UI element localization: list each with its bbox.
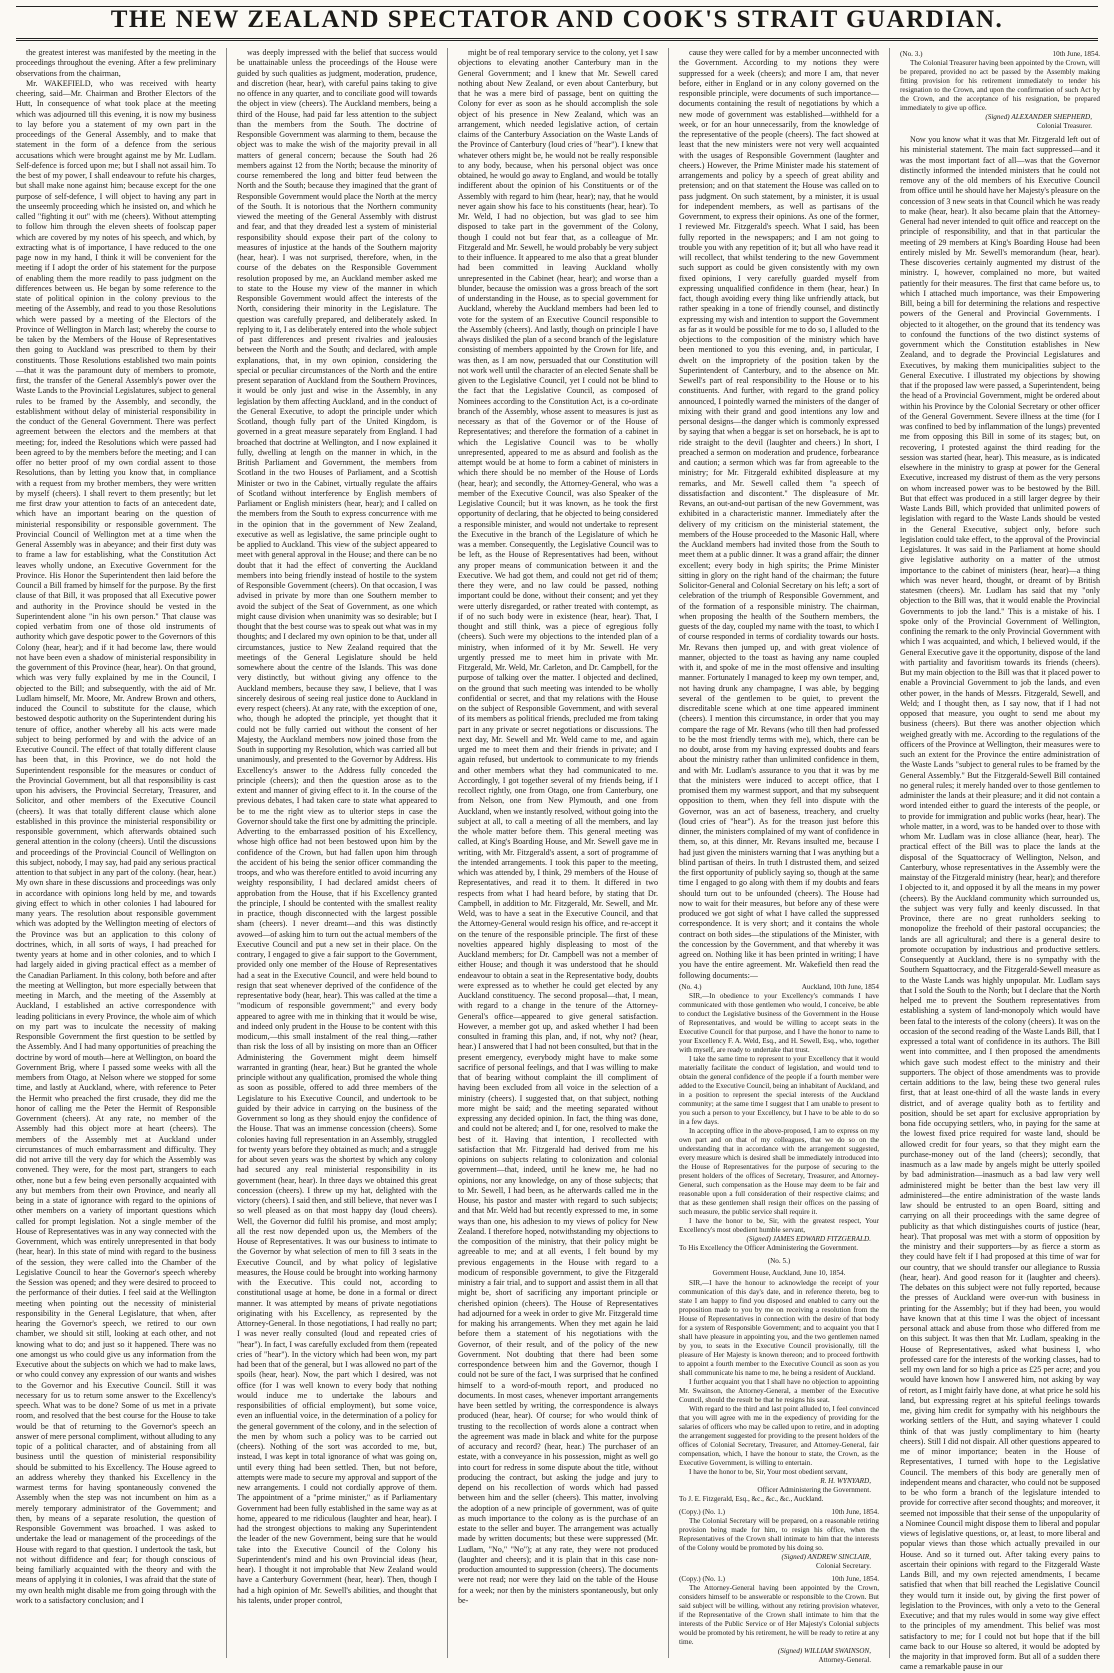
column-divider <box>447 48 448 1658</box>
column-2 <box>237 48 437 1658</box>
column-5 <box>900 48 1101 1672</box>
column-3 <box>458 48 658 1658</box>
document-role: Colonial Treasurer. <box>1036 122 1092 130</box>
document-date: Auckland, 10th June, 1854 <box>801 982 879 991</box>
document-role: Officer Administering the Government. <box>757 1485 871 1494</box>
column-4 <box>679 48 879 1664</box>
article-paragraph: Mr. WAKEFIELD, who was received with hearty cheering, said—Mr. Chairman and Brother Electors of the Hutt, In consequence of what took place at the meeting which was adjourned till this evening, it is now my business to lay before you a statement of my own part in the proceedings of the General Assembly, and to make that statement in the form of a defence from the serious accusations which were brought against me by Mr. Ludlam. Self-defence is forced upon me; but I shall not assail him. To the best of my power, I shall endeavour to refute his charges, but shall make none against him; because except for the one purpose of self-defence, I will object to having any part in the unseemly proceeding which he insisted on, and which he called "fighting it out" with me (cheers). Without attempting to follow him through the eleven sheets of foolscap paper which are covered by my notes of his speech, and which, by extracting what is of importance, I have reduced to the one page now in my hand, I think it will be convenient for the meeting if I adopt the order of his statement for the purpose of enabling them the more readily to pass judgment on the differences between us. He began by some reference to the state of political opinion in the colony previous to the meeting of the Assembly, and read to you those Resolutions which were passed by a meeting of the Electors of the Province of Wellington in March last; whereby the course to be taken by the Members of the House of Representatives then going to Auckland was prescribed to them by their constituents. Those Resolutions established two main points—that it was the paramount duty of members to promote, first, the transfer of the General Assembly's power over the Waste Lands to the Provincial Legislatures, subject to general rules to be framed by the Assembly, and secondly, the establishment without delay of ministerial responsibility in the conduct of the General Government. There was perfect agreement between the electors and the members at that meeting; for, indeed the Resolutions which were passed had been agreed to by the members before the meeting; and I can offer no better proof of my own cordial assent to those Resolutions, than by letting you know that, in compliance with a request from my brother members, they were written by myself (cheers). I shall revert to them presently; but let me first draw your attention to facts of an antecedent date, which have an important bearing on the question of ministerial responsibility or responsible government. The Provincial Council of Wellington met at a time when the General Assembly was in abeyance; and their first duty was to frame a law for establishing, what the Constitution Act leaves wholly undone, an Executive Government for the Province. His Honor the Superintendent then laid before the Council a Bill framed by himself for the purpose. By the first clause of that Bill, it was proposed that all Executive power and authority in the Province should be vested in the Superintendent alone "in his own person." That clause was copied verbatim from one of those old instruments of authority which gave despotic power to the Governors of this Colony (hear, hear); and if it had become law, there would not have been even a shadow of ministerial responsibility in the government of this Province (hear, hear). On that ground, which was very fully explained by me in the Council, I objected to the Bill; and subsequently, with the aid of Mr. Ludlam himself, Mr. Moore, Mr. Andrew Brown and others, induced the Council to substitute for the clause, which bestowed despotic authority on the Superintendent during his tenure of office, another whereby all his acts were made subject to being performed by and with the advice of an Executive Council. The effect of that totally different clause has been that, in this Province, we do not hold the Superintendent responsible for the measures or conduct of the Provincial Government, but all that responsibility is cast upon his advisers, the Provincial Secretary, Treasurer, and Solicitor, and other members of the Executive Council (cheers). It was that totally different clause which alone established in this province the ministerial responsibility or responsible government, which afterwards obtained such general attention in the colony (cheers). Until the discussions and proceedings of the Provincial Council of Wellington on this subject, nobody, I may say, had paid any serious practical attention to that subject in any part of the colony. (hear, hear.) My own share in these discussions and proceedings was only in accordance with opinions long held by me, and towards giving effect to which in other colonies I had laboured for many years. The resolution about responsible government which was adopted by the Wellington meeting of electors of the Province was but an application to this colony of doctrines, which, in all sorts of ways, I had preached for twenty years at home and in other colonies, and to which I had largely aided in giving practical effect as a member of the Canadian Parliament. In this colony, both before and after the meeting at Wellington, but more especially between that meeting in March, and the meeting of the Assembly at Auckland, I established an active correspondence with leading politicians in every Province, the whole aim of which on my part was to inculcate the necessity of making Responsible Government the first question to be settled by the Assembly. And I had many opportunities of preaching the doctrine by word of mouth—here at Wellington, on board the Government Brig, where I passed some weeks with all the members from Otago, at Nelson where we stopped for some time, and lastly at Auckland, where, with reference to Peter the Hermit who preached the first crusade, they did me the honor of calling me the Peter the Hermit of Responsible Government (cheers). At any rate, no member of the Assembly had this object more at heart (cheers). The members of the Assembly met at Auckland under circumstances of much embarrassment and difficulty. They did not arrive till the very day for which the Assembly was convened. They were, for the most part, strangers to each other, none but a few being even personally acquainted with any but members from their own Province, and nearly all being in a state of ignorance with regard to the opinions of other members on a variety of important questions which called for prompt legislation. Not a single member of the House of Representatives was in any way connected with the Government, which was entirely unrepresented in that body (hear, hear). In this state of mind with regard to the business of the session, they were called into the Chamber of the Legislative Council to hear the Governor's speech whereby the Session was opened; and they were desired to proceed to the performance of their duties. I feel said at the Wellington meeting when pointing out the necessity of ministerial responsibility in the General Legislature, that when, after hearing the Governor's speech, we retired to our own chamber, we should sit still, looking at each other, and not knowing what to do; and just so it happened. There was no one amongst us who could give us any information from the Executive about the subjects on which we had to make laws, or who could convey any expression of our wants and wishes to the Governor and his Executive Council. Still it was necessary for us to return some answer to the Excellency's speech. What was to be done? Some of us met in a private room, and resolved that the best course for the House to take would be that of returning to the Governor's speech an answer of mere personal compliment, without alluding to any topic of a political character, and of abstaining from all business until the question of ministerial responsibility should be submitted to his Excellency. The House agreed to an address whereby they thanked his Excellency in the warmest terms for having spontaneously convened the Assembly when the step was not incumbent on him as a merely temporary administrator of the Government; and then, by means of a separate resolution, the question of Responsible Government was broached. I was asked to undertake the lead or management of the proceedings of the House with regard to that question. I undertook the task, but not without diffidence and fear; for though conscious of being familiarly acquainted with the theory and with the means of applying it in colonies, I was afraid that the state of my own health might disable me from going through with the work to a satisfactory conclusion; and I <box>16 78 216 1605</box>
document-body: The Colonial Treasurer having been appointed by the Crown, will be prepared, provided no act be passed by the Assembly making fitting provision for his retirement immediately to tender his resignation to the Crown, and upon the confirmation of such Act by the Crown, and the acceptance of his resignation, be prepared immediately to give up office. <box>900 59 1100 112</box>
article-columns <box>16 48 1102 1672</box>
document-body: The Attorney-General having been appointed by the Crown, considers himself to be answerable or responsible to the Crown. But said subject will be willing, without any retiring provision whatever, if the Representative of the Crown shall intimate to him that the interests of the Public Service or of Her Majesty's Colonial subjects would be promoted by his retirement, he will be ready to retire at any time. <box>679 1583 879 1646</box>
document-signature: (Signed) WILLIAM SWAINSON, <box>777 1646 871 1655</box>
document-body: In accepting office in the above-proposed, I am to express on my own part and on that of my colleagues, that we do so on the understanding that in accordance with the arrangement suggested, every measure which is desired shall be immediately introduced into the House of Representatives for the purpose of securing to the present holders of the offices of Secretary, Treasurer, and Attorney-General, such compensation as the House may deem to be fair and reasonable upon a full consideration of their respective claims; and that as these gentlemen shall resign their offices on the passing of such measure, the public service shall require it. <box>679 1126 879 1216</box>
document-role: Attorney-General. <box>818 1655 871 1664</box>
document-body: SIR,—I have the honour to acknowledge the receipt of your communication of this day's date, and in reference thereto, beg to state I am happy to find you disposed and enabled to carry out the proposition made to you by me on receiving a resolution from the House of Representatives in connection with the desire of that body for a system of Responsible Government; and to acquaint you that I shall have pleasure in appointing you, and the two gentlemen named by you, to seats in the Executive Council provisionally, till the pleasure of Her Majesty is known thereon; and to proceed forthwith to appoint a fourth member to the Executive Council as soon as you shall communicate his name to me, he being a resident of Auckland. <box>679 1278 879 1377</box>
document-body: I take the same time to represent to your Excellency that it would materially facilitate the conduct of legislation, and would tend to obtain the general confidence of the people if a fourth member were added to the Executive Council, being an inhabitant of Auckland, and in a position to represent the special interests of the Auckland community; at the same time I suggest that I am unable to present to you such a person to your Excellency, but I have to be able to do so in a few days. <box>679 1054 879 1126</box>
document-role: Colonial Secretary. <box>815 1561 871 1570</box>
document-closing: I have the honor to be, Sir, with the greatest respect, Your Excellency's most obedient humble servant, <box>679 1216 879 1234</box>
document-signature: (Signed) ANDREW SINCLAIR, <box>781 1552 871 1561</box>
document-body: With regard to the third and last point alluded to, I feel convinced that you will agree with me in the expediency of providing for the salaries of officers who may be called upon to retire, and in adopting the arrangement suggested for providing to the present holders of the offices of Colonial Secretary, Treasurer, and Attorney-General, fair compensation, which, I have the honour to state, the Crown, as the Executive Government, is willing to entertain. <box>679 1404 879 1467</box>
column-divider <box>889 48 890 1658</box>
newspaper-title: THE NEW ZEALAND SPECTATOR AND COOK'S STRAIT GUARDIAN. <box>110 6 1004 33</box>
article-paragraph: was deeply impressed with the belief that success would be unattainable unless the proceedings of the House were guided by such qualities as judgment, moderation, prudence, and discretion (hear, hear), with careful pains taking to give no offence in any quarter, and to conciliate good will towards the object in view (cheers). The Auckland members, being a third of the House, had paid far less attention to the subject than the members from the South. The doctrine of Responsible Government was alarming to them, because the object was to make the wish of the majority prevail in all matters of general concern; because the South had 26 members against 12 from the North; because the minority of course remembered the long and bitter feud between the North and the South; because they imagined that the grant of Responsible Government would place the North at the mercy of the South. It is notorious that the Northern community viewed the meeting of the General Assembly with distrust and fear, and that they dreaded lest a system of ministerial responsibility should expose their part of the colony to measures of injustice at the hands of the Southern majority (hear, hear). I was not surprised, therefore, when, in the course of the debates on the Responsible Government resolution proposed by me, an Auckland member asked me to state to the House my view of the manner in which Responsible Government would affect the interests of the North, considering their minority in the Legislature. The question was carefully prepared, and deliberately asked. In replying to it, I as deliberately entered into the whole subject of past differences and present rivalries and jealousies between the North and the South; and declared, with ample explanations, that, in my own opinion, considering the special or peculiar circumstances of the North and the entire present separation of Auckland from the Southern Provinces, it would be only just and wise in the Assembly, in any legislation by them affecting Auckland, and in the conduct of the General Executive, to adopt the principle under which Scotland, though fully part of the United Kingdom, is governed in a great measure separately from England. I had broached that doctrine at Wellington, and I now explained it fully, dwelling at length on the manner in which, in the British Parliament and Government, the members from Scotland in the two Houses of Parliament, and a Scottish Minister or two in the Cabinet, virtually regulate the affairs of Scotland without interference by English members of Parliament or English ministers (hear, hear); and I called on the members from the South to express concurrence with me in the opinion that in the government of New Zealand, executive as well as legislative, the same principle ought to be applied to Auckland. This view of the subject appeared to meet with general approval in the House; and there can be no doubt that it had the effect of converting the Auckland members into being friendly instead of hostile to the system of Responsible Government (cheers). On that occasion, I was advised in private by more than one Southern member to avoid the subject of the Seat of Government, as one which might cause division when unanimity was so desirable; but I thought that the best course was to speak out what was in my thoughts; and I declared my own opinion to be that, under all circumstances, justice to New Zealand required that the meetings of the General Legislature should be held somewhere about the centre of the Islands. This was done very distinctly, but without giving any offence to the Auckland members, because they saw, I believe, that I was sincerely desirous of seeing real justice done to Auckland in every respect (cheers). At any rate, with the exception of one, who, though he adopted the principle, yet thought that it could not be fully carried out without the consent of her Majesty, the Auckland members now joined those from the South in supporting my Resolution, which was carried all but unanimously, and presented to the Governor by Address. His Excellency's answer to the Address fully conceded the principle (cheers); and then the question arose as to the extent and manner of giving effect to it. In the course of the previous debates, I had taken care to state what appeared to be to me the right view as to ulterior steps in case the Governor should take the first one by admitting the principle. Adverting to the embarrassed position of his Excellency, whose high office had not been bestowed upon him by the confidence of the Crown, but had fallen upon him through the accident of his being the senior officer commanding the troops, and who was therefore entitled to avoid incurring any weighty responsibility, I had declared amidst cheers of approbation from the House, that if his Excellency granted the principle, I should be contented with the smallest reality in practice, though disconnected with the largest possible sham (cheers). I never dreamt—and this was distinctly avowed—of asking him to turn out the actual members of the Executive Council and put a new set in their place. On the contrary, I engaged to give a fair support to the Government, provided only one member of the House of Representatives had a seat in the Executive Council, and were held bound to resign that seat whenever deprived of the confidence of the representative body (hear, hear). This was called at the time a "modicum of responsible government;" and every body appeared to agree with me in thinking that it would be wise, and indeed only prudent in the House to be content with this modicum,—this small instalment of the real thing,—rather than risk the loss of all by insisting on more than an Officer Administering the Government might deem himself warranted in granting (hear, hear.) But he granted the whole principle without any qualification, promised the whole thing as soon as possible, offered to add three members of the Legislature to his Executive Council, and undertook to be guided by their advice in carrying on the business of the Government so long as they should enjoy the confidence of the House. That was an immense concession (cheers). Some colonies having full representation in an Assembly, struggled for twenty years before they obtained as much; and a struggle for about seven years was the shortest by which any colony had secured any real ministerial responsibility in its government (hear, hear). In three days we obtained this great concession (cheers). I threw up my hat, delighted with the victory (cheers). I said then, and still believe, that never was I so well pleased as on that most happy day (loud cheers). Well, the Governor did fulfil his promise, and most amply; all the rest now depended upon us, the Members of the House of Representatives. It was our business to intimate to the Governor by what selection of men to fill 3 seats in the Executive Council, and by what policy of legislative measures, the House could be brought into working harmony with the Executive. This could not, according to constitutional usage at home, be done in a formal or direct manner. It was attempted by means of private negotiations originating with his Excellency, as represented by the Attorney-General. In those negotiations, I had really no part; I was never really consulted (loud and repeated cries of "hear"). In fact, I was carefully excluded from them (repeated cries of "hear"). In the victory which had been won, my part had been that of the general, but I was allowed no part of the spoils (hear, hear). Now, the part which I desired, was not office (for I was well known to every body that nothing would induce me to undertake the labours and responsibilities of official employment), but some voice, even an influential voice, in the determination of a policy for the general government of the colony, and in the selection of the men by whom such a policy was to be carried out (cheers). Nothing of the sort was accorded to me, but, instead, I was kept in total ignorance of what was going on, until every thing had been settled. Then, but not before, attempts were made to secure my approval and support of the new arrangements. I could not cordially approve of them. The appointment of a "prime minister," as if Parliamentary Government had been fully established in the same way as at home, appeared to me ridiculous (laughter and hear, hear). I had the strongest objections to making any Superintendent the leader of the new Government, being sure that he would take into the Executive Council of the Colony his Superintendent's mind and his own Provincial ideas (hear, hear). I thought it not improbable that New Zealand would have a Canterbury Government (hear, hear). Then, though I had a high opinion of Mr. Sewell's abilities, and thought that his talents, under proper control, <box>237 48 437 1605</box>
document-addressee: To J. E. Fitzgerald, Esq., &c., &c., &c., Auckland. <box>679 1494 824 1503</box>
article-paragraph: might be of real temporary service to the colony, yet I saw objections to elevating another Canterbury man in the General Government; and I knew that Mr. Sewell cared nothing about New Zealand, or even about Canterbury, but that he was a mere bird of passage, bent on quitting the Colony for ever as soon as he should accomplish the sole object of his presence in New Zealand, which was an arrangement, which needed legislative action, of certain claims of the Canterbury Association on the Waste Lands of the Province of Canterbury (loud cries of "hear"). I knew that whatever others might be, he would not be really responsible to any body, because, when his personal object was once obtained, he would go away to England, and would be totally indifferent about the opinion of his Constituents or of the Assembly with regard to him (hear, hear); nay, that he would never again show his face to his constituents (hear, hear). To Mr. Weld, I had no objection, but was glad to see him disposed to take part in the government of the Colony, though I could not but fear that, as a colleague of Mr. Fitzgerald and Mr. Sewell, he would probably be very subject to their influence. It appeared to me also that a great blunder had been committed in leaving Auckland wholly unrepresented in the Cabinet (hear, hear); and worse than a blunder, because the omission was a gross breach of the sort of understanding in the House, as to special government for Auckland, whereby the Auckland members had been led to vote for the system of an Executive Council responsible to the Assembly (cheers). And lastly, though on principle I have always disliked the plan of a second branch of the legislature consisting of members appointed by the Crown for life, and was then, as I am now, persuaded that our Constitution will not work well until the character of an elected Senate shall be given to the Legislative Council, yet I could not be blind to the fact that the Legislative Council, as composed of Nominees according to the Constitution Act, is a co-ordinate branch of the Assembly, whose assent to measures is just as necessary as that of the Governor or of the House of Representatives; and therefore the formation of a cabinet in which the Legislative Council was to be wholly unrepresented, appeared to me as absurd and foolish as the attempt would be at home to form a cabinet of ministers in which there should be no member of the House of Lords (hear, hear); and secondly, the Attorney-General, who was a member of the Executive Council, was also Speaker of the Legislative Council; but it was known, as he took the first opportunity of declaring, that he objected to being considered a responsible minister, and would not undertake to represent the Executive in the branch of the Legislature of which he was a member. Consequently, the Legislative Council was to be left, as the House of Representatives had been, without any proper means of communication between it and the Executive. We had got them, and could not get rid of them; there they were, and no law could be passed, nothing important could be done, without their consent; and yet they were utterly disregarded, or rather treated with contempt, as if of no such body were in existence (hear, hear). That, I thought and still think, was a piece of egregious folly (cheers). Such were my objections to the intended plan of a ministry, when informed of it by Mr. Sewell. He very urgently pressed me to meet him in private with Mr. Fitzgerald, Mr. Weld, Mr. Carleton, and Dr. Campbell, for the purpose of talking over the matter. I objected and declined, on the ground that such meeting was intended to be wholly confidential or secret, and that my relations with the House on the subject of Responsible Government, and with several of its members as political friends, precluded me from taking part in any private or secret negotiations or discussions. The next day, Mr. Sewell and Mr. Weld came to me, and again urged me to meet them and their friends in private; and I again refused, but undertook to communicate to my friends and other members what they had communicated to me. Accordingly, I got together several of my friends being, if I recollect rightly, one from Otago, one from Canterbury, one from Nelson, one from New Plymouth, and one from Auckland, when we instantly resolved, without going into the subject at all, to call a meeting of all the members, and lay the whole matter before them. This general meeting was called, at King's Boarding House, and Mr. Sewell gave me in writing, with Mr. Fitzgerald's assent, a sort of programme of the intended arrangements. I took this paper to the meeting, which was attended by, I think, 29 members of the House of Representatives, and read it to them. It differed in two respects from what I had heard before, by stating that Dr. Campbell, in addition to Mr. Fitzgerald, Mr. Sewell, and Mr. Weld, was to have a seat in the Executive Council, and that the Attorney-General would resign his office, and re-accept it on the tenure of the responsible principle. The first of these novelties appeared highly displeasing to most of the Auckland members; for Dr. Campbell was not a member of either House; and though it was understood that he should endeavour to obtain a seat in the Representative body, doubts were expressed as to whether he could get elected by any Auckland constituency. The second proposal—that, I mean, with regard to a change in the tenure of the Attorney-General's office—appeared to give general satisfaction. However, a member got up, and asked whether I had been consulted in framing this plan, and, if not, why not? (hear, hear.) I answered that I had not been consulted, but that in the present emergency, everybody might have to make some sacrifice of personal feelings, and that I was willing to make that of bearing without complaint the ill compliment of having been excluded from all voice in the selection of a ministry (cheers). I suggested that, on that subject, nothing more might be said; and the meeting separated without expressing any decided opinion. In fact, the thing was done, and could not be altered; and I, for one, resolved to make the best of it. Having that intention, I recollected with satisfaction that Mr. Fitzgerald had derived from me his opinions on subjects relating to colonization and colonial government—that, indeed, until he knew me, he had no opinions, nor any knowledge, on any of those subjects; that to Mr. Sewell, I had been, as he afterwards called me in the House, his pastor and master with regard to such subjects; and that Mr. Weld had but recently expressed to me, in some ways than one, his adhesion to my views of policy for New Zealand. I therefore hoped, notwithstanding my objections to the composition of the ministry, that their policy might be agreeable to me; and at all events, I felt bound by my previous engagements in the House with regard to a modicum of responsible government, to give the Fitzgerald ministry a fair trial, and to support and assist them in all that might be, short of sacrificing any important principle or cherished opinion (cheers). The House of Representatives had adjourned for a week in order to give Mr. Fitzgerald time for making his arrangements. When they met again he laid before them a statement of his negotiations with the Governor, of their result, and of the policy of the new Government. Not doubting that there had been some correspondence between him and the Governor, though I could not be sure of the fact, I was surprised that he confined himself to a word-of-mouth report, and produced no documents. In most cases, whenever important arrangements have been settled by writing, the correspondence is always produced (hear, hear). Of course; for who would think of trusting to the recollection of words alone a contract when the agreement was made in black and white for the purpose of accuracy and record? (hear, hear.) The purchaser of an estate, with a conveyance in his possession, might as well go into court for redress in some dispute about the title, without producing the contract, but asking the judge and jury to depend on his recollection of words which had passed between him and the seller (cheers). This matter, involving the adoption of a new principle of government, was of quite as much importance to the colony as is the purchase of an estate to the seller and buyer. The arrangement was actually made by written documents; but these were suppressed (Mr. Ludlam, "No," "No"); at any rate, they were not produced (laughter and cheers); and it is plain that in this case non-production amounted to suppression (cheers). The documents were not read; nor were they laid on the table of the House for a week; nor then by the ministers spontaneously, but only be- <box>458 48 658 1605</box>
masthead-double-rule <box>16 38 1098 41</box>
document-number: (No. 4.) <box>679 982 702 991</box>
document-no5 <box>679 1257 879 1504</box>
document-body: The Colonial Secretary will be prepared, on a reasonable retiring provision being made for him, to resign his office, when the Representatives of the Crown shall intimate to him that the interests of the Colony would be promoted by his doing so. <box>679 1516 879 1552</box>
document-addressee: To His Excellency the Officer Administering the Government. <box>679 1243 859 1252</box>
document-signature: (Signed) JAMES EDWARD FITZGERALD. <box>746 1234 871 1243</box>
document-date: 10th June, 1854. <box>831 1574 879 1583</box>
column-1 <box>16 48 216 1658</box>
document-body: I further acquaint you that I shall have no objection to appointing Mr. Swainson, the Attorney-General, a member of the Executive Council, should the result be that he resigns his seat. <box>679 1377 879 1404</box>
document-signature: (Signed) ALEXANDER SHEPHERD, <box>985 113 1092 121</box>
masthead <box>0 0 1114 44</box>
document-number: (Copy.) (No. 1.) <box>679 1507 726 1516</box>
document-date: 10th June, 1854. <box>831 1507 879 1516</box>
document-colonial-secretary <box>679 1508 879 1571</box>
document-date: 10th June, 1854. <box>1052 50 1100 58</box>
document-body: SIR,—In obedience to your Excellency's commands I have communicated with those gentlemen who would, I conceive, be able to conduct the Legislative business of the Government in the House of Representatives, and would be willing to accept seats in the Executive Council for that purpose, and I have the honor to name to your Excellency F. A. Weld, Esq., and H. Sewell, Esq., who, together with myself, are ready to undertake that trust. <box>679 991 879 1054</box>
document-colonial-treasurer <box>900 50 1100 131</box>
article-paragraph: the greatest interest was manifested by the meeting in the proceedings throughout the evening. After a few preliminary observations from the chairman, <box>16 48 216 78</box>
document-no4 <box>679 983 879 1253</box>
document-closing: I have the honor to be, Sir, Your most obedient servant, <box>689 1467 848 1476</box>
column-divider <box>668 48 669 1658</box>
document-attorney-general <box>679 1575 879 1665</box>
article-paragraph: cause they were called for by a member unconnected with the Government. According to my notions they were suppressed for a week (cheers); and more I am, that never before, either in England or in any colony governed on the responsible principle, were documents of such importance—documents containing the result of negotiations by which a new mode of government was established—withheld for a week, or for an hour unnecessarily, from the knowledge of the representative of the people (cheers). The fact showed at least that the new ministers were not very well acquainted with the usages of Responsible Government (laughter and cheers.) However, the Prime Minister made his statement of arrangements and policy by a speech of great ability and pretension; and on that statement the House was called on to pass judgment. On such statement, by a minister, it is usual for independent members, as well as partisans of the Government, to express their opinions. As one of the former, I reviewed Mr. Fitzgerald's speech. What I said, has been fully reported in the newspapers; and I am not going to trouble you with any repetition of it; but all who have read it will recollect, that whilst tendering to the new Government such support as could be given consistently with my own fixed opinions, I very carefully guarded myself from expressing unqualified confidence in them (hear, hear.) In fact, though avoiding every thing like unfriendly attack, but rather speaking in a tone of friendly counsel, and distinctly expressing my wish and intention to support the Government as far as it would be possible for me to do so, I alluded to the objections to the composition of the ministry which have been mentioned to you this evening, and, in particular, I dwelt on the impropriety of the position taken by the Superintendent of Canterbury, and to the absence on Mr. Sewell's part of real responsibility to the House or to his constituents. And further, with regard to the grand policy announced, I pointedly warned the ministers of the danger of mixing with their grand and good intentions any low and personal designs—the danger which is commonly expressed by saying that when a beggar is set on horseback, he is apt to ride straight to the devil (laughter and cheers.) In short, I preached a sermon on moderation and prudence, forbearance and caution; a sermon which was far from agreeable to the ministry; for Mr. Fitzgerald exhibited displeasure at my remarks, and Mr. Sewell called them "a speech of dissatisfaction and discontent." The displeasure of Mr. Revans, an out-and-out partisan of the new Government, was exhibited in a characteristic manner. Immediately after the delivery of my criticism on the ministerial statement, the members of the House proceeded to the Masonic Hall, where the Auckland members had invited those from the South to meet them at a public dinner. It was a grand affair; the dinner excellent; every body in high spirits; the Prime Minister sitting in glory on the right hand of the chairman; the future Solicitor-General and Colonial Secretary on his left; a sort of celebration of the triumph of Responsible Government, and of the formation of a responsible ministry. The chairman, when proposing the health of the Southern members, the guests of the day, coupled my name with the toast, to which I of course responded in terms of cordiality towards our hosts. Mr. Revans then jumped up, and with great violence of manner, objected to the toast as having any name coupled with it, and spoke of me in the most offensive and insulting manner. Fortunately I managed to keep my own temper, and, not having drunk any champagne, I was able, by begging several of the gentlemen to be quiet, to prevent the discreditable scene which at one time appeared imminent (cheers). I mention this circumstance, in order that you may compare the rage of Mr. Revans (who till then had professed to be the most friendly terms with me), which, there can be no doubt, arose from my having expressed doubts and fears about the ministry rather than unlimited confidence in them, and with Mr. Ludlam's assurance to you that it was by me that the ministers were induced to accept office, that I promised them my warmest support, and that my subsequent opposition to them, when they fell into dispute with the Governor, was an act of baseness, treachery, and cruelty (loud cries of "hear"). As for the treason just before this dinner, the ministers complained of my want of confidence in them, so, at this dinner, Mr. Revans insulted me, because I had just given the ministers warning that I was anything but a blind partisan of theirs. In truth I distrusted them, and seized the first opportunity of publicly saying so, though at the same time I engaged to go along with them if my doubts and fears should turn out to be unfounded (cheers). The House had now to wait for their measures, but before any of these were produced we got sight of what I have called the suppressed correspondence. It is very short; and it contains the whole contract on both sides—the stipulations of the Minister, with the concession by the Government, and that whereby it was agreed on. Nothing like it has been printed in writing; I have you have the entire agreement. Mr. Wakefield then read the following documents:— <box>679 48 879 980</box>
document-number: (No. 3.) <box>900 50 923 58</box>
document-signature: R. H. WYNYARD, <box>820 1476 871 1485</box>
document-date: Government House, Auckland, June 10, 1854. <box>712 1268 846 1277</box>
article-paragraph: Now you know what it was that Mr. Fitzgerald left out of his ministerial statement. The main fact suppressed—and it was the most important fact of all—was that the Governor distinctly informed the intended ministers that he could not remove any of the old members of his Executive Council from office until he should have her Majesty's pleasure on the concession of 3 new seats in that Council which he was ready to make (hear, hear). It also became plain that the Attorney-General had never intended to quit office and reaccept on the principle of responsibility, and that in that particular the meeting of 29 members at King's Boarding House had been entirely misled by Mr. Sewell's memorandum (hear, hear). These discoveries certainly augmented my distrust of the ministry. I, however, complained no more, but waited patiently for their measures. The first that came before us, to which I attached much importance, was their Empowering Bill, being a bill for determining the relations and respective powers of the General and Provincial Governments. I objected to it altogether, on the ground that its tendency was to confound the functions of the two distinct systems of government which the Constitution establishes in New Zealand, and to degrade the Provincial Legislatures and Executives, by making them municipalities subject to the General Executive. I illustrated my objections by showing that if the proposed law were passed, a Superintendent, being the head of a Provincial Government, might be ordered about within his Province by the Colonial Secretary or other officer of the General Government. Severe illness at the time (for I was confined to bed by inflammation of the lungs) prevented me from opposing this Bill in some of its stages; but, on recovering, I protested against the third reading for the session was started (hear, hear). This measure, as is indicated elsewhere in the ministry to grasp at power for the General Executive, increased my distrust of them as the very persons on whom increased power was to be bestowed by the Bill. But that effect was produced in a still larger degree by their Waste Lands Bill, which provided that unlimited powers of legislation with regard to the Waste Lands should be vested in the General Executive, subject only, before such legislation could take effect, to the approval of the Provincial Legislatures. It was said in the Parliament at home should give legislative authority on a matter of the utmost importance to the cabinet of ministers (hear, hear)—a thing which was never heard, thought, or dreamt of by British statesmen (cheers). Mr. Ludlam has said that my "only objection to the Bill was, that it would enable the Provincial Governments to job the land." This is a mistake of his. I spoke only of the Provincial Government of Wellington, confining the remark to the only Provincial Government with which I was acquainted, and which, I believed would, if the General Executive gave it the opportunity, dispose of the land with partiality and favoritism towards its friends (cheers). But my main objection to the Bill was that it placed power to enable a Provincial Government to job the lands, and even other power, in the hands of Messrs. Fitzgerald, Sewell, and Weld; and I thought then, as I say now, that if I had not opposed that measure, you ought to send me about my business (cheers). But there was another objection which weighed greatly with me. According to the regulations of the officers of the Province at Wellington, their measures were to such an extent for the Province the entire administration of the Waste Lands "subject to general rules to be framed by the General Assembly." But the Fitzgerald-Sewell Bill contained no general rules; it merely handed over to those gentlemen to administer the lands at their pleasure; and it did not contain a word intended either to guard the interests of the people, or to provide for immigration and public works (hear, hear). The whole matter, in a word, was to be handed over to those with whom Mr. Ludlam was in close alliance (hear, hear). The practical effect of the Bill was to place the lands at the disposal of the Squattocracy of Wellington, Nelson, and Canterbury, whose representatives in the Assembly were the mainstay of the Fitzgerald ministry (hear, hear); and therefore I objected to it, and opposed it by all the means in my power (cheers). By the Auckland community which surrounded us, the subject was very fully and keenly discussed. In that Province, there are no great runholders seeking to monopolize the freehold of their pastoral occupancies; the lands are all agricultural; and there is a general desire to promote occupation by industrious and productive settlers. Consequently at Auckland, there is no sympathy with the Southern Squattocracy, and the Fitzgerald-Sewell measure as to the Waste Lands was highly unpopular. Mr. Ludlam says that I sold the South to the North; but I declare that the North helped me to prevent the Southern representatives from establishing a system of land-monopoly which would have been fatal to the interests of the colony (cheers). It was on the occasion of the second reading of the Waste Lands Bill, that I expressed a total want of confidence in its authors. The Bill went into committee, and I then proposed the amendments which gave such modest effect to the ministry and their supporters. The object of those amendments was to provide certain additions to the law, being these two general rules first, that at least one-third of all the waste lands in every district, and of average quality both as to fertility and position, should be set apart for exclusive appropriation by bona fide occupying settlers, who, in paying for the same at the lowest fixed price required for waste land, should be allowed credit for four years, so that they might earn the purchase-money out of the land (cheers); secondly, that inasmuch as a law made by angels might be utterly spoiled by bad administration—inasmuch as a bad law very well administered might be better than the best law very ill administered—the entire administration of the waste lands law should be entrusted to an open Board, sitting and carrying on all their proceedings with the same degree of publicity as that which distinguishes courts of justice (hear, hear). That proposal was met with a storm of opposition by the ministry and their supporters—by as fierce a storm as they could have felt if I had proposed at this time of war for our country, that we should transfer our allegiance to Russia (hear, hear). And good reason for it (laughter and cheers). The debates on this subject were not fully reported, because the presses of Auckland were over-run with business in printing for the Assembly; but if they had been, you would have known that at this time I was the object of incessant personal attack and abuse from those who differed from me on this subject. It was then that Mr. Ludlam, speaking in the House of Representatives, asked what business I, who professed care for the interests of the working classes, had to sell my own land for so high a price as £25 per acre; and you would have known how I answered him, not asking by way of retort, as I might fairly have done, at what price he sold his land, but expressing regret at his spiteful feelings towards me, giving him credit for sympathy with his neighbours the working settlers of the Hutt, and saying whatever I could think of that was justly complimentary to him (hearty cheers). Still I did not dispair. All other questions appeared to me of minor importance; beaten in the House of Representatives, I turned with hope to the Legislative Council. The members of this body are generally men of independent means and character, who could not be supposed to be who form a branch of the legislature intended to provide for corrective after second thoughts; and moreover, it seemed not impossible that their sense of the unpopularity of a Nominee Council might dispose them to liberal and popular views of legislative questions, or, at least, to more liberal and popular views than those which actually prevailed in our House. And so it turned out. After taking every pains to ascertain their opinions with regard to the Fitzgerald Waste Lands Bill, and my own rejected amendments, I became satisfied that when that bill reached the Legislative Council they would turn it inside out, by giving the first power of legislation to the Provinces, with only a veto to the General Executive; and that my rules would in some way give effect to the principles of my amendment. This belief was most satisfactory to me; for I could not but hope that if the bill came back to our House so altered, it would be adopted by the majority in that improved form. But all of a sudden there came a remarkable pause in our <box>900 135 1101 1672</box>
document-number: (No. 5.) <box>767 1256 791 1265</box>
document-number: (Copy.) (No. 1.) <box>679 1574 726 1583</box>
column-divider <box>226 48 227 1658</box>
